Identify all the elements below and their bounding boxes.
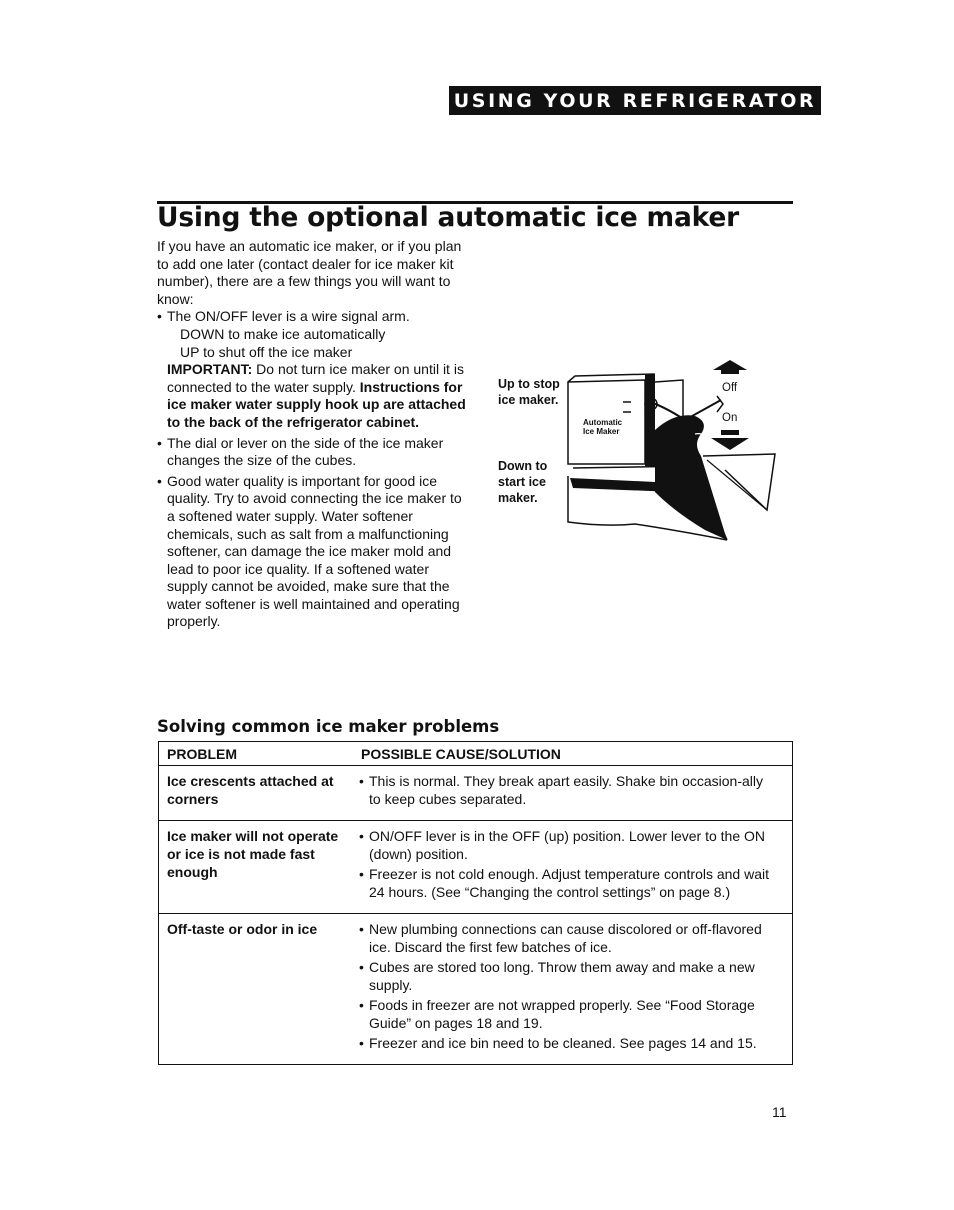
problems-heading: Solving common ice maker problems — [157, 717, 500, 736]
problem-cell: Ice crescents attached at corners — [159, 766, 354, 821]
solution-item: • Foods in freezer are not wrapped properly. See “Food Storage Guide” on pages 18 and 19. — [359, 996, 778, 1032]
table-row — [159, 766, 793, 821]
solution-cell — [353, 766, 793, 821]
solution-cell — [353, 821, 793, 914]
up-instruction: UP to shut off the ice maker — [180, 343, 353, 360]
intro-column — [157, 238, 467, 631]
ice-maker-illustration — [495, 352, 785, 552]
important-bold-text: Instructions for ice maker water supply hook up are attached to the back of the refrigerator cabinet. — [167, 378, 466, 430]
device-label-line1: Automatic — [583, 418, 623, 427]
up-label: Up to stop ice maker. — [498, 377, 560, 407]
intro-paragraph: If you have an automatic ice maker, or if you plan to add one later (contact dealer for ice maker kit number), there are a few things you will want to know: — [157, 238, 462, 307]
important-label: IMPORTANT: — [167, 361, 253, 378]
solution-item: • New plumbing connections can cause discolored or off-flavored ice. Discard the first few batches of ice. — [359, 920, 778, 956]
table-row — [159, 914, 793, 1065]
up-arrow-icon — [713, 360, 747, 370]
ice-maker-drawing — [495, 352, 785, 552]
device-label-line2: Ice Maker — [583, 427, 620, 436]
section-header: USING YOUR REFRIGERATOR — [449, 86, 821, 115]
header-solution: POSSIBLE CAUSE/SOLUTION — [353, 742, 793, 766]
bullet-water-quality: • Good water quality is important for good ice quality. Try to avoid connecting the ice maker to a softened water supply. Water softener chemicals, such as salt from a malfunctioning softener, can damage the ice maker mold and lead to poor ice quality. If a softened water supply cannot be avoided, make sure that the water softener is well maintained and operating properly. — [157, 473, 467, 631]
on-label: On — [722, 412, 738, 424]
bullet-lever: • The ON/OFF lever is a wire signal arm. — [157, 308, 467, 326]
bullet-cube-size: • The dial or lever on the side of the ice maker changes the size of the cubes. — [157, 435, 467, 470]
table-row — [159, 821, 793, 914]
important-text: Do not turn ice maker on until it is connected to the water supply. — [167, 361, 464, 395]
problem-cell: Ice maker will not operate or ice is not made fast enough — [159, 821, 354, 914]
solution-cell — [353, 914, 793, 1065]
solution-item: • Cubes are stored too long. Throw them away and make a new supply. — [359, 958, 778, 994]
page-title: Using the optional automatic ice maker — [157, 202, 739, 233]
solution-item: • This is normal. They break apart easily. Shake bin occasion-ally to keep cubes separated. — [359, 772, 778, 808]
down-arrow-icon — [711, 438, 749, 450]
solution-item: • ON/OFF lever is in the OFF (up) position. Lower lever to the ON (down) position. — [359, 827, 778, 863]
down-label: Down to start ice maker. — [498, 459, 548, 505]
solution-item: • Freezer and ice bin need to be cleaned. See pages 14 and 15. — [359, 1034, 778, 1052]
off-label: Off — [722, 382, 738, 394]
page-number: 11 — [772, 1104, 787, 1120]
problems-table — [158, 741, 793, 1065]
down-instruction: DOWN to make ice automatically — [180, 325, 386, 342]
problem-cell: Off-taste or odor in ice — [159, 914, 354, 1065]
important-note — [157, 361, 467, 431]
header-problem: PROBLEM — [159, 742, 354, 766]
solution-item: • Freezer is not cold enough. Adjust temperature controls and wait 24 hours. (See “Changing the control settings” on page 8.) — [359, 865, 778, 901]
table-header-row — [159, 742, 793, 766]
